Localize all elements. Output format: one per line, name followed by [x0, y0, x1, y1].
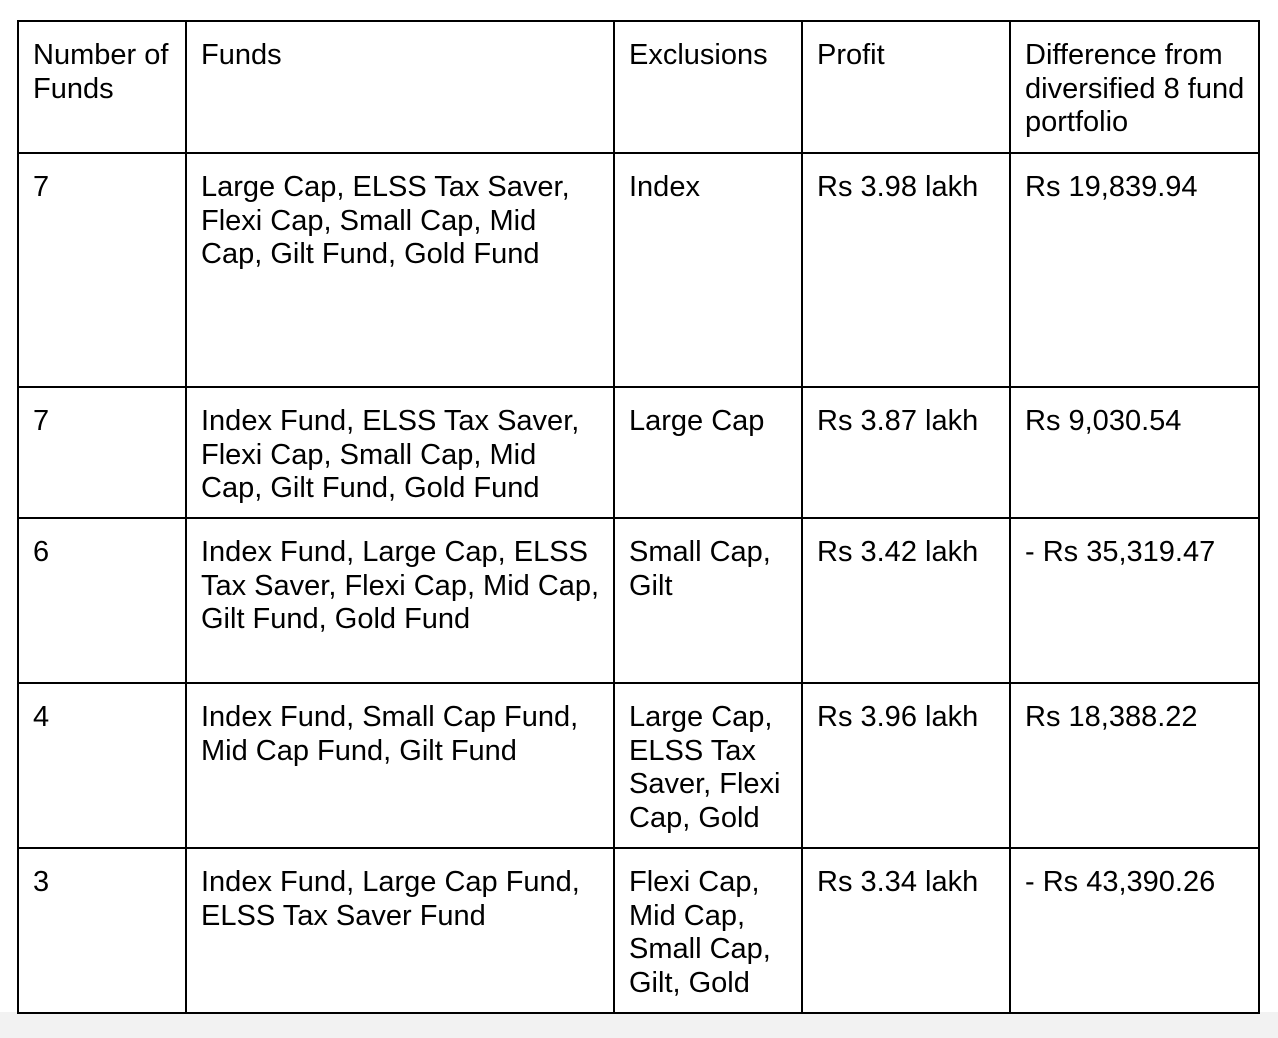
cell-exclusions: Index [614, 153, 802, 387]
cell-funds: Index Fund, Large Cap Fund, ELSS Tax Saver Fund [186, 848, 614, 1013]
cell-exclusions: Large Cap, ELSS Tax Saver, Flexi Cap, Gold [614, 683, 802, 848]
cell-number: 6 [18, 518, 186, 683]
cell-funds: Large Cap, ELSS Tax Saver, Flexi Cap, Small Cap, Mid Cap, Gilt Fund, Gold Fund [186, 153, 614, 387]
table-row [18, 387, 1259, 518]
page-bottom-strip [0, 1012, 1278, 1038]
cell-number: 7 [18, 387, 186, 518]
cell-funds: Index Fund, ELSS Tax Saver, Flexi Cap, Small Cap, Mid Cap, Gilt Fund, Gold Fund [186, 387, 614, 518]
cell-funds: Index Fund, Large Cap, ELSS Tax Saver, Flexi Cap, Mid Cap, Gilt Fund, Gold Fund [186, 518, 614, 683]
header-funds: Funds [186, 21, 614, 153]
cell-exclusions: Flexi Cap, Mid Cap, Small Cap, Gilt, Gold [614, 848, 802, 1013]
cell-number: 3 [18, 848, 186, 1013]
header-difference: Difference from diversified 8 fund portfolio [1010, 21, 1259, 153]
table-row [18, 683, 1259, 848]
table-row [18, 518, 1259, 683]
header-profit: Profit [802, 21, 1010, 153]
cell-number: 4 [18, 683, 186, 848]
cell-profit: Rs 3.96 lakh [802, 683, 1010, 848]
table-header-row [18, 21, 1259, 153]
header-number-of-funds: Number of Funds [18, 21, 186, 153]
cell-funds: Index Fund, Small Cap Fund, Mid Cap Fund, Gilt Fund [186, 683, 614, 848]
header-exclusions: Exclusions [614, 21, 802, 153]
table-row [18, 848, 1259, 1013]
cell-profit: Rs 3.34 lakh [802, 848, 1010, 1013]
cell-number: 7 [18, 153, 186, 387]
cell-profit: Rs 3.42 lakh [802, 518, 1010, 683]
cell-difference: Rs 9,030.54 [1010, 387, 1259, 518]
cell-difference: - Rs 43,390.26 [1010, 848, 1259, 1013]
cell-exclusions: Large Cap [614, 387, 802, 518]
cell-exclusions: Small Cap, Gilt [614, 518, 802, 683]
cell-difference: Rs 18,388.22 [1010, 683, 1259, 848]
funds-comparison-table [17, 20, 1260, 1014]
table-row [18, 153, 1259, 387]
cell-difference: - Rs 35,319.47 [1010, 518, 1259, 683]
cell-profit: Rs 3.98 lakh [802, 153, 1010, 387]
cell-difference: Rs 19,839.94 [1010, 153, 1259, 387]
cell-profit: Rs 3.87 lakh [802, 387, 1010, 518]
